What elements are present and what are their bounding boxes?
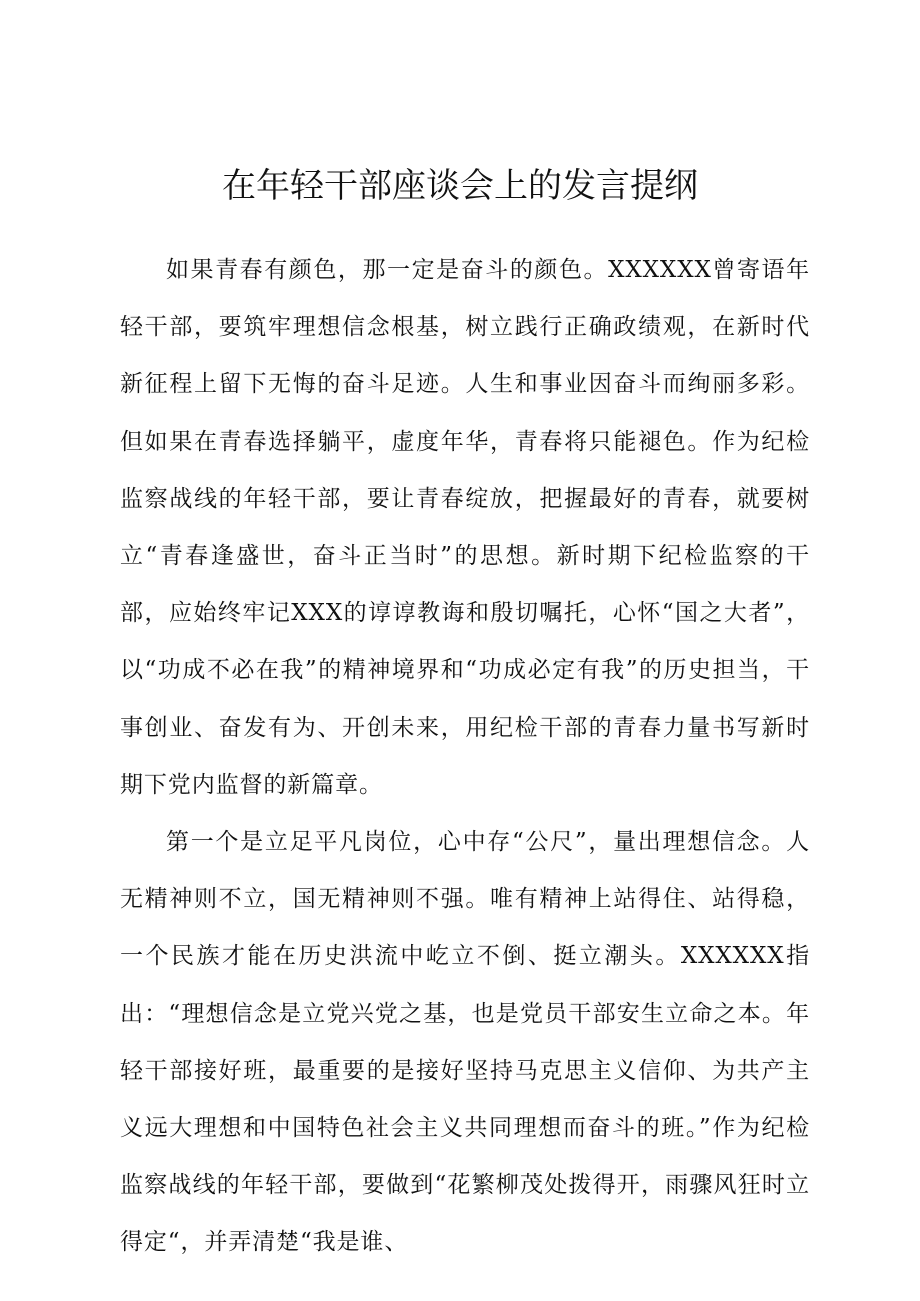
document-title: 在年轻干部座谈会上的发言提纲 bbox=[222, 166, 698, 206]
paragraph-intro: 如果青春有颜色，那一定是奋斗的颜色。XXXXXX曾寄语年轻干部，要筑牢理想信念根基，树立践行正确政绩观，在新时代新征程上留下无悔的奋斗足迹。人生和事业因奋斗而绚丽多彩。但如果在青春选择躺平，虚度年华，青春将只能褪色。作为纪检监察战线的年轻干部，要让青春绽放，把握最好的青春，就要树立“青春逢盛世，奋斗正当时”的思想。新时期下纪检监察的干部，应始终牢记XXX的谆谆教诲和殷切嘱托，心怀“国之大者”，以“功成不必在我”的精神境界和“功成必定有我”的历史担当，干事创业、奋发有为、开创未来，用纪检干部的青春力量书写新时期下党内监督的新篇章。 bbox=[120, 257, 810, 798]
document-body bbox=[120, 242, 810, 1272]
paragraph-point-one: 第一个是立足平凡岗位，心中存“公尺”，量出理想信念。人无精神则不立，国无精神则不强。唯有精神上站得住、站得稳，一个民族才能在历史洪流中屹立不倒、挺立潮头。XXXXXX指出：“理想信念是立党兴党之基，也是党员干部安生立命之本。年轻干部接好班，最重要的是接好坚持马克思主义信仰、为共产主义远大理想和中国特色社会主义共同理想而奋斗的班。”作为纪检监察战线的年轻干部，要做到“花繁柳茂处拨得开，雨骤风狂时立得定“，并弄清楚“我是谁、 bbox=[120, 829, 810, 1256]
